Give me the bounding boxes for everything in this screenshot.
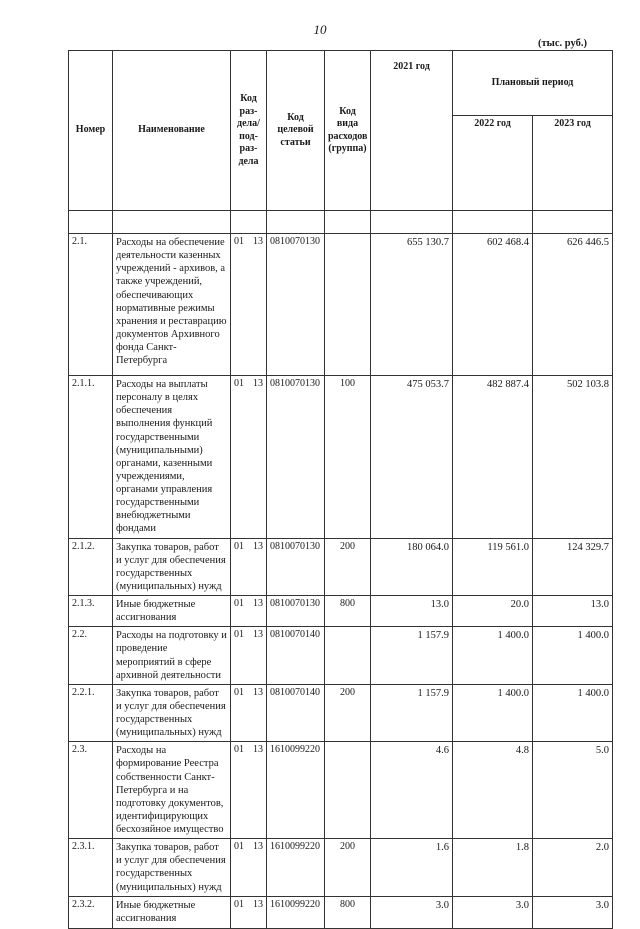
row-expense-type: 200	[325, 684, 371, 742]
row-name: Иные бюджетные ассигнования	[113, 596, 231, 627]
section-code: 01	[234, 629, 244, 641]
table-row	[69, 627, 613, 685]
section-code: 01	[234, 898, 244, 910]
row-2023: 13.0	[533, 596, 613, 627]
row-target-code: 0810070140	[267, 627, 325, 685]
section-code: 01	[234, 686, 244, 698]
row-name: Закупка товаров, работ и услуг для обеспечения государственных (муниципальных) нужд	[113, 839, 231, 897]
row-section-code	[231, 376, 267, 539]
row-section-code	[231, 742, 267, 839]
row-section-code	[231, 538, 267, 596]
row-number: 2.1.1.	[69, 376, 113, 539]
row-2021: 13.0	[371, 596, 453, 627]
header-2023: 2023 год	[533, 116, 613, 211]
row-number: 2.1.2.	[69, 538, 113, 596]
row-number: 2.2.1.	[69, 684, 113, 742]
table-row	[69, 742, 613, 839]
table-row	[69, 234, 613, 376]
row-expense-type: 800	[325, 896, 371, 928]
table-row	[69, 684, 613, 742]
row-2023: 2.0	[533, 839, 613, 897]
table-row	[69, 538, 613, 596]
row-2023: 124 329.7	[533, 538, 613, 596]
row-target-code: 0810070130	[267, 538, 325, 596]
row-section-code	[231, 684, 267, 742]
subsection-code: 13	[253, 236, 263, 247]
section-code: 01	[234, 236, 244, 247]
row-2022: 482 887.4	[453, 376, 533, 539]
subsection-code: 13	[253, 378, 263, 389]
budget-table	[68, 50, 613, 929]
subsection-code: 13	[253, 744, 263, 756]
units-label: (тыс. руб.)	[538, 38, 587, 49]
header-expense-type: Код вида расходов (группа)	[325, 51, 371, 211]
table-row	[69, 376, 613, 539]
section-code: 01	[234, 841, 244, 853]
row-expense-type	[325, 742, 371, 839]
row-expense-type: 200	[325, 538, 371, 596]
row-2021: 1 157.9	[371, 684, 453, 742]
row-2021: 4.6	[371, 742, 453, 839]
header-name: Наименование	[113, 51, 231, 211]
subsection-code: 13	[253, 841, 263, 853]
row-name: Расходы на выплаты персоналу в целях обеспечения выполнения функций государственными (муниципальными) органами, казенными учреждениями, органами управления государственными внебюджетными фондами	[113, 376, 231, 539]
section-code: 01	[234, 598, 244, 609]
row-expense-type: 100	[325, 376, 371, 539]
row-2023: 3.0	[533, 896, 613, 928]
subsection-code: 13	[253, 598, 263, 609]
row-section-code	[231, 627, 267, 685]
table-row	[69, 839, 613, 897]
table-row	[69, 896, 613, 928]
row-2023: 1 400.0	[533, 684, 613, 742]
row-2023: 1 400.0	[533, 627, 613, 685]
row-section-code	[231, 839, 267, 897]
row-2021: 1 157.9	[371, 627, 453, 685]
subsection-code: 13	[253, 686, 263, 698]
row-name: Расходы на подготовку и проведение мероприятий в сфере архивной деятельности	[113, 627, 231, 685]
row-number: 2.3.	[69, 742, 113, 839]
row-target-code: 0810070130	[267, 376, 325, 539]
row-target-code: 0810070130	[267, 596, 325, 627]
row-section-code	[231, 234, 267, 376]
row-2022: 1 400.0	[453, 627, 533, 685]
row-2021: 180 064.0	[371, 538, 453, 596]
row-2022: 20.0	[453, 596, 533, 627]
row-2021: 475 053.7	[371, 376, 453, 539]
row-expense-type	[325, 627, 371, 685]
table-row	[69, 596, 613, 627]
row-expense-type: 200	[325, 839, 371, 897]
row-name: Расходы на обеспечение деятельности казенных учреждений - архивов, а также учреждений, обеспечивающих нормативные режимы хранения и реставрацию документов Архивного фонда Санкт-Петербурга	[113, 234, 231, 376]
row-2021: 1.6	[371, 839, 453, 897]
spacer-row	[69, 211, 613, 234]
header-2022: 2022 год	[453, 116, 533, 211]
section-code: 01	[234, 540, 244, 552]
row-2022: 4.8	[453, 742, 533, 839]
section-code: 01	[234, 744, 244, 756]
row-number: 2.2.	[69, 627, 113, 685]
row-2022: 1.8	[453, 839, 533, 897]
row-2023: 5.0	[533, 742, 613, 839]
header-number: Номер	[69, 51, 113, 211]
header-plan-period: Плановый период	[453, 51, 613, 116]
header-row	[69, 51, 613, 116]
row-name: Расходы на формирование Реестра собственности Санкт-Петербурга и на подготовку документов, идентифицирующих бесхозяйное имущество	[113, 742, 231, 839]
subsection-code: 13	[253, 898, 263, 910]
row-number: 2.1.	[69, 234, 113, 376]
row-name: Закупка товаров, работ и услуг для обеспечения государственных (муниципальных) нужд	[113, 538, 231, 596]
subsection-code: 13	[253, 629, 263, 641]
section-code: 01	[234, 378, 244, 389]
header-target-code: Код целевой статьи	[267, 51, 325, 211]
row-2021: 3.0	[371, 896, 453, 928]
row-target-code: 0810070130	[267, 234, 325, 376]
row-2022: 1 400.0	[453, 684, 533, 742]
row-2023: 502 103.8	[533, 376, 613, 539]
subsection-code: 13	[253, 540, 263, 552]
page-number: 10	[313, 22, 327, 37]
header-2021: 2021 год	[371, 51, 453, 211]
header-section-code: Код раз-дела/ под-раз-дела	[231, 51, 267, 211]
row-2022: 119 561.0	[453, 538, 533, 596]
row-target-code: 1610099220	[267, 742, 325, 839]
row-2022: 3.0	[453, 896, 533, 928]
row-section-code	[231, 596, 267, 627]
row-target-code: 1610099220	[267, 896, 325, 928]
row-2023: 626 446.5	[533, 234, 613, 376]
row-number: 2.3.1.	[69, 839, 113, 897]
row-name: Иные бюджетные ассигнования	[113, 896, 231, 928]
row-2022: 602 468.4	[453, 234, 533, 376]
row-name: Закупка товаров, работ и услуг для обеспечения государственных (муниципальных) нужд	[113, 684, 231, 742]
row-number: 2.3.2.	[69, 896, 113, 928]
row-section-code	[231, 896, 267, 928]
row-target-code: 0810070140	[267, 684, 325, 742]
row-target-code: 1610099220	[267, 839, 325, 897]
row-expense-type	[325, 234, 371, 376]
row-expense-type: 800	[325, 596, 371, 627]
row-2021: 655 130.7	[371, 234, 453, 376]
row-number: 2.1.3.	[69, 596, 113, 627]
